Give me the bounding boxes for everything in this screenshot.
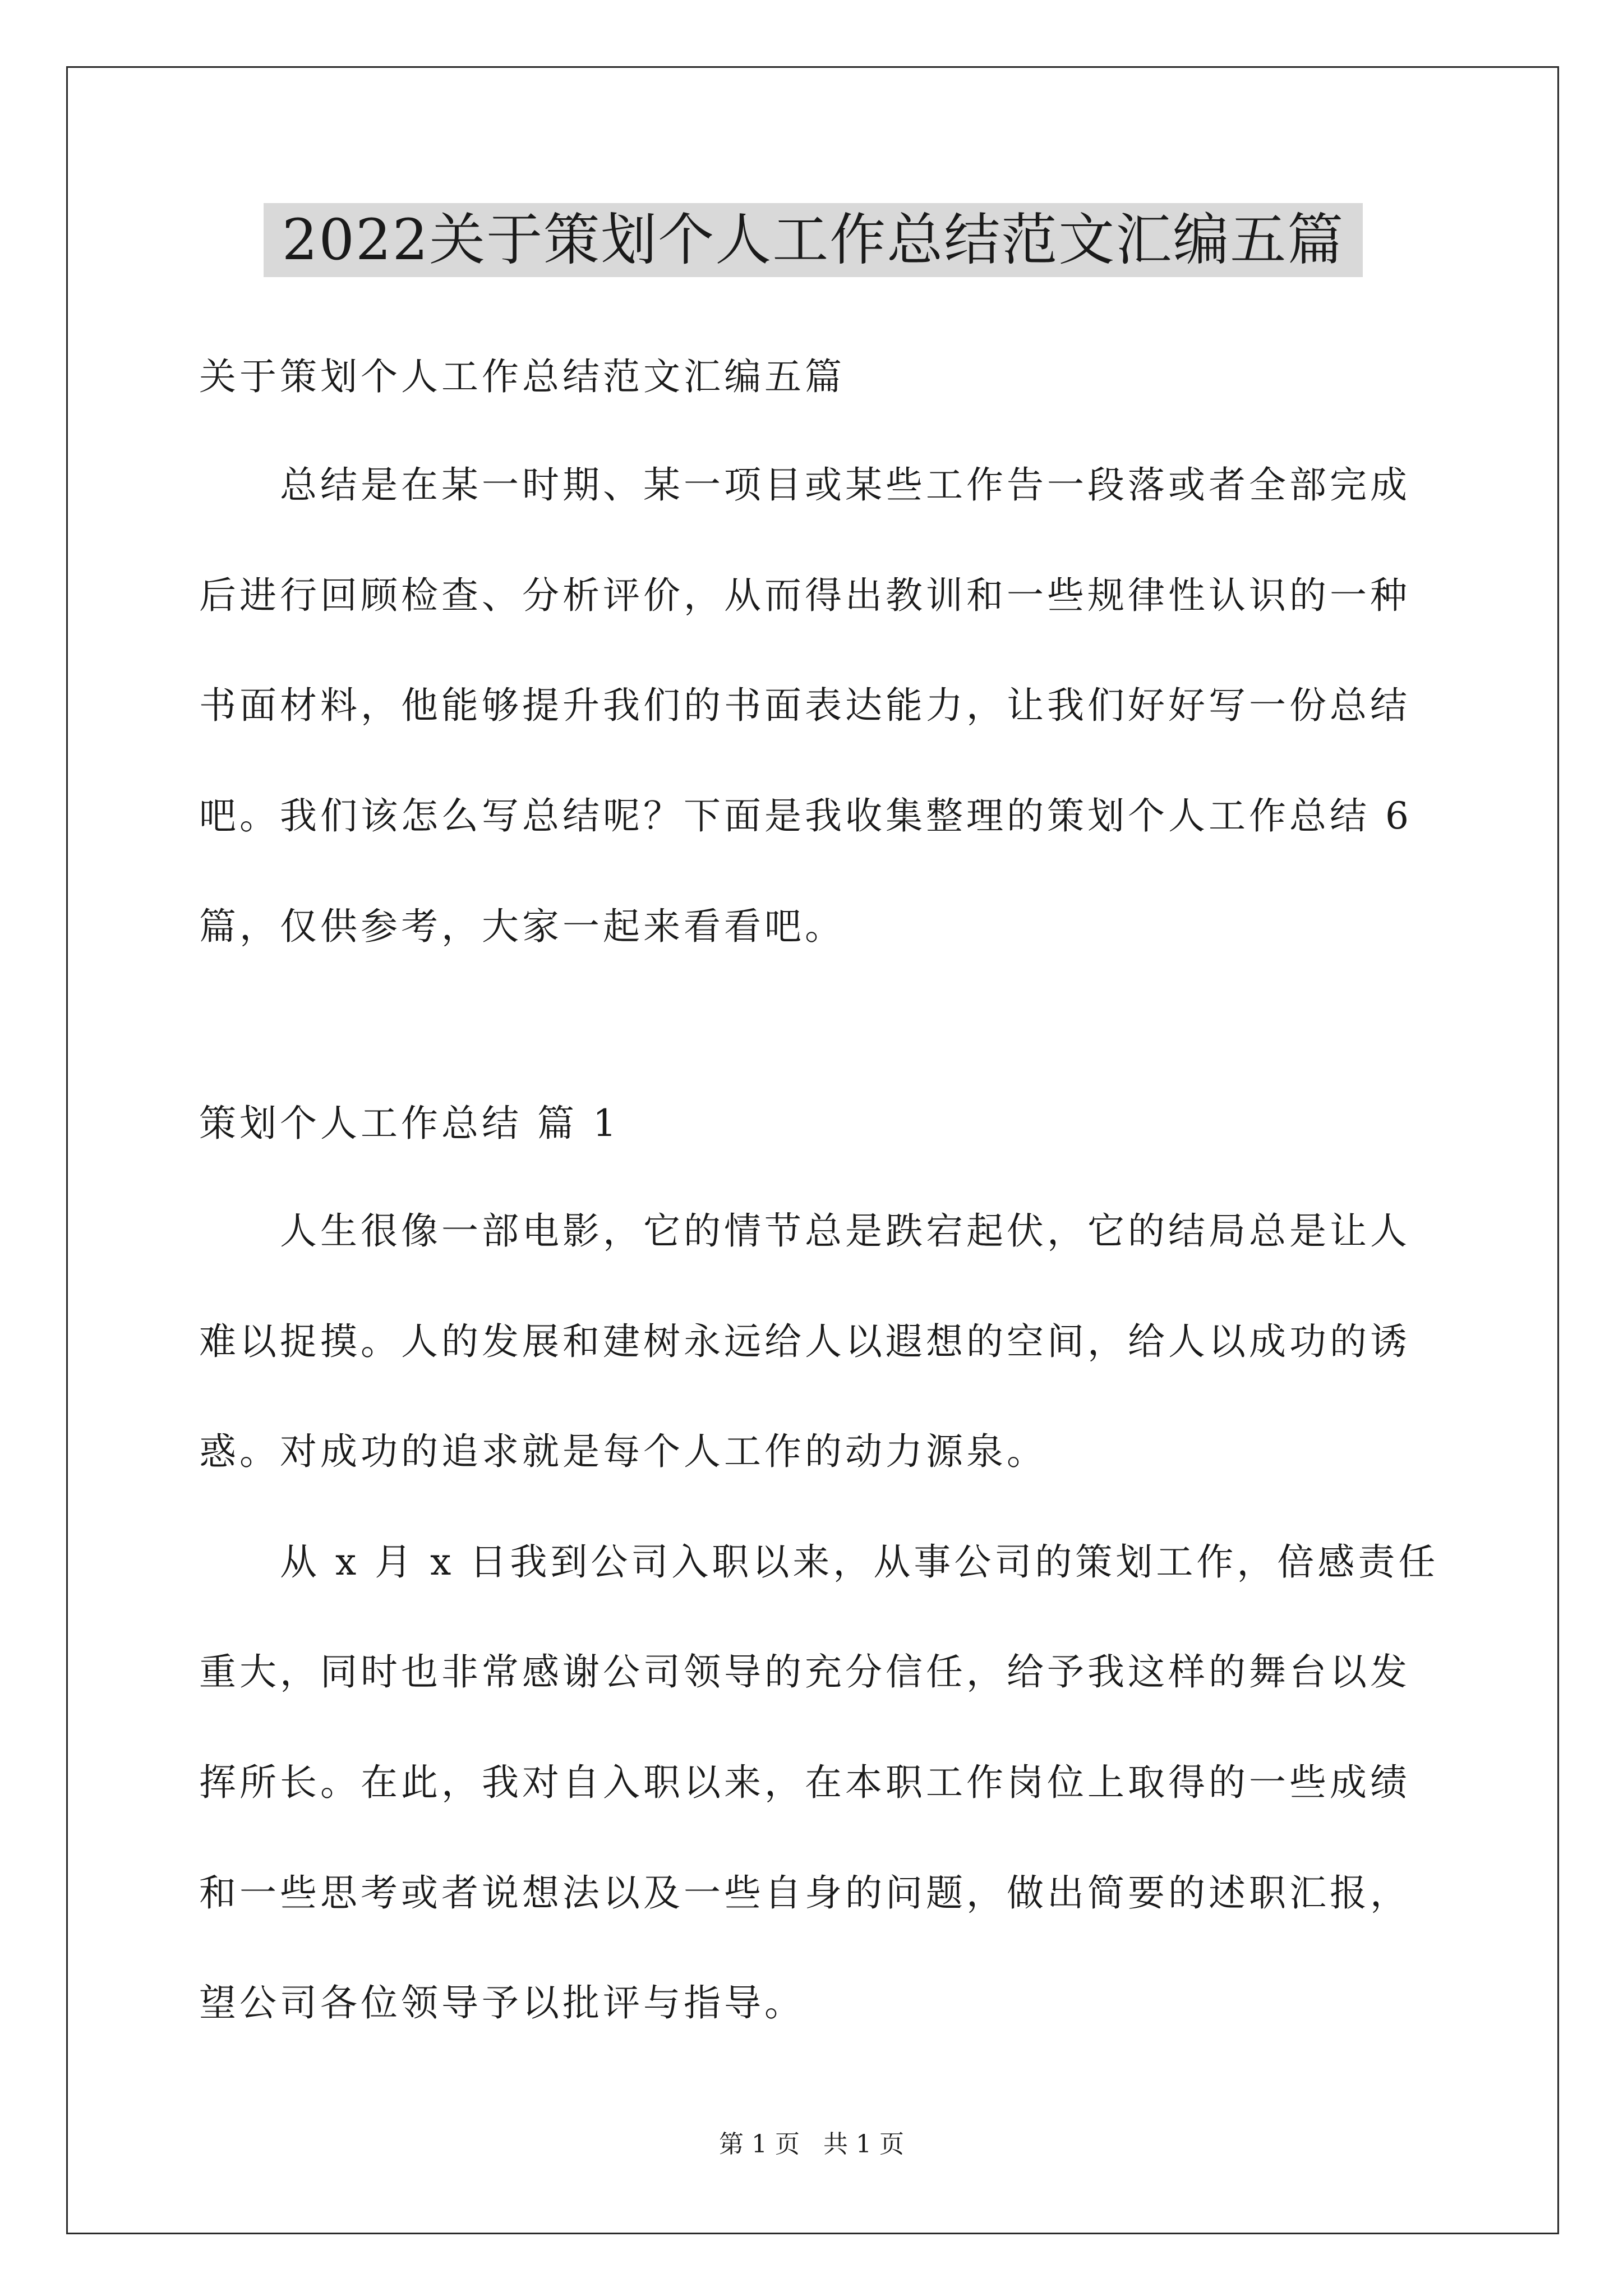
intro-line-1: 总结是在某一时期、某一项目或某些工作告一段落或者全部完成 [199, 463, 1410, 507]
section-p2-line-5: 望公司各位领导予以批评与指导。 [199, 1981, 805, 2024]
intro-line-3: 书面材料，他能够提升我们的书面表达能力，让我们好好写一份总结 [199, 684, 1410, 727]
section-p1-line-1: 人生很像一部电影，它的情节总是跌宕起伏，它的结局总是让人 [199, 1209, 1410, 1253]
section-p2-line-1: 从 x 月 x 日我到公司入职以来，从事公司的策划工作，倍感责任 [199, 1540, 1439, 1584]
page-footer: 第 1 页 共 1 页 [719, 2130, 904, 2159]
intro-line-2: 后进行回顾检查、分析评价，从而得出教训和一些规律性认识的一种 [199, 574, 1410, 617]
document-subtitle: 关于策划个人工作总结范文汇编五篇 [199, 355, 845, 398]
section-p2-line-3: 挥所长。在此，我对自入职以来，在本职工作岗位上取得的一些成绩 [199, 1761, 1410, 1804]
document-title: 2022关于策划个人工作总结范文汇编五篇 [264, 203, 1363, 277]
section-heading: 策划个人工作总结 篇 1 [199, 1102, 620, 1145]
section-p2-line-4: 和一些思考或者说想法以及一些自身的问题，做出简要的述职汇报， [199, 1871, 1410, 1915]
intro-line-4: 吧。我们该怎么写总结呢？下面是我收集整理的策划个人工作总结 6 [199, 794, 1412, 838]
section-p2-line-2: 重大，同时也非常感谢公司领导的充分信任，给予我这样的舞台以发 [199, 1650, 1410, 1694]
section-p1-line-2: 难以捉摸。人的发展和建树永远给人以遐想的空间，给人以成功的诱 [199, 1320, 1410, 1363]
section-p1-line-3: 惑。对成功的追求就是每个人工作的动力源泉。 [199, 1430, 1047, 1473]
intro-line-5: 篇，仅供参考，大家一起来看看吧。 [199, 905, 845, 948]
